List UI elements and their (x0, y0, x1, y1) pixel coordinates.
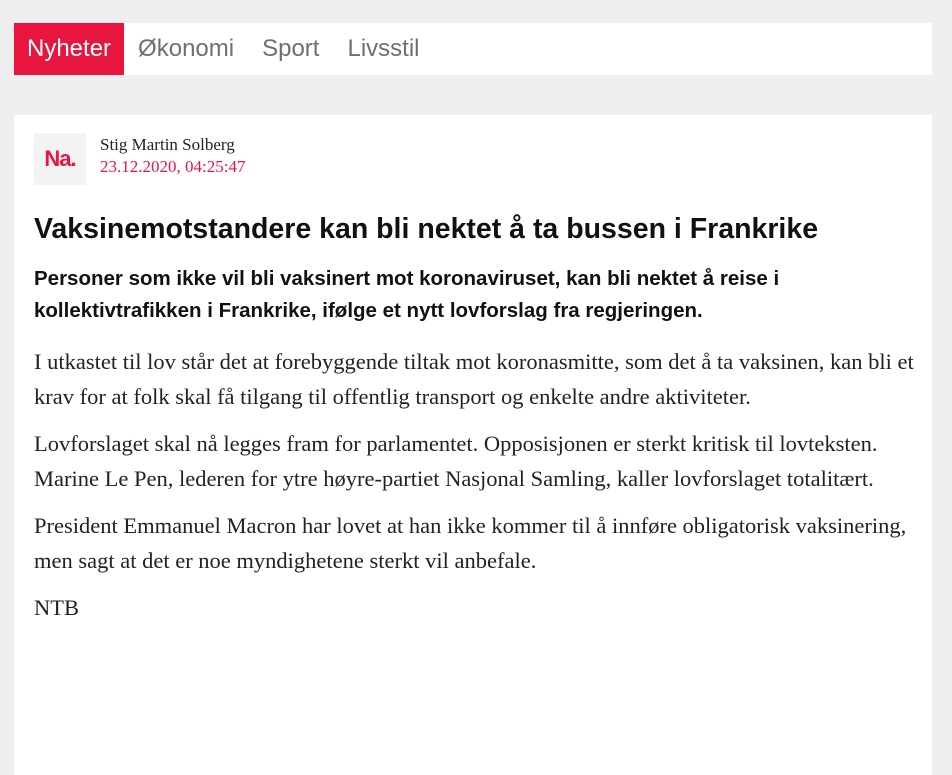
body-paragraph: Lovforslaget skal nå legges fram for parlamentet. Opposisjonen er sterkt kritisk til lovteksten. Marine Le Pen, lederen for ytre høyre-partiet Nasjonal Samling, kaller lovforslaget totalitært. (34, 431, 878, 491)
publisher-logo: Na. (34, 133, 86, 185)
article-lead: Personer som ikke vil bli vaksinert mot koronaviruset, kan bli nektet å reise i kollektivtrafikken i Frankrike, ifølge et nytt lovforslag fra regjeringen. (34, 267, 780, 322)
source-credit: NTB (34, 595, 79, 620)
article-body (34, 344, 924, 637)
nav-tab-sport[interactable]: Sport (262, 35, 320, 62)
publish-date: 23.12.2020, 04:25:47 (100, 157, 246, 176)
nav-tab-livsstil[interactable]: Livsstil (347, 35, 420, 62)
body-paragraph: President Emmanuel Macron har lovet at han ikke kommer til å innføre obligatorisk vaksinering, men sagt at det er noe myndighetene sterkt vil anbefale. (34, 513, 907, 573)
byline-text (100, 134, 245, 178)
category-nav (14, 23, 932, 75)
article-card (14, 115, 932, 775)
author-name[interactable]: Stig Martin Solberg (100, 135, 235, 154)
body-paragraph: I utkastet til lov står det at forebyggende tiltak mot koronasmitte, som det å ta vaksinen, kan bli et krav for at folk skal få tilgang til offentlig transport og enkelte andre aktiviteter. (34, 349, 914, 409)
byline (34, 133, 245, 185)
nav-tab-okonomi[interactable]: Økonomi (138, 35, 235, 62)
nav-tab-nyheter[interactable]: Nyheter (14, 23, 124, 75)
article-headline: Vaksinemotstandere kan bli nektet å ta bussen i Frankrike (34, 213, 819, 245)
